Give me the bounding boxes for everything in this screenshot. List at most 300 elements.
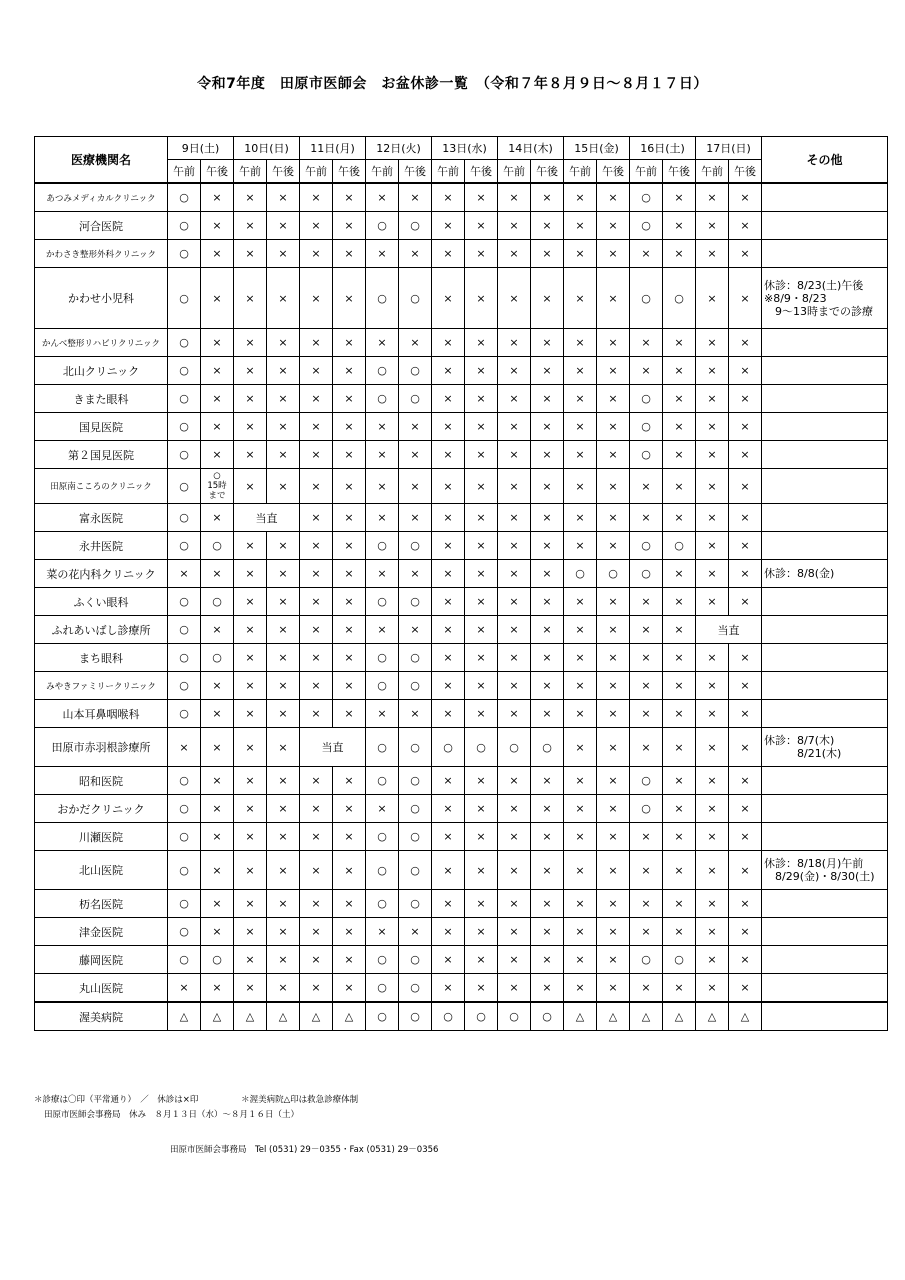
status-cell: ○ — [399, 946, 432, 974]
status-cell: × — [597, 728, 630, 767]
institution-name: みやきファミリークリニック — [35, 672, 168, 700]
status-cell: × — [729, 329, 762, 357]
status-cell: × — [564, 469, 597, 504]
pm-header: 午後 — [333, 160, 366, 184]
status-cell: ○ — [630, 532, 663, 560]
on-duty-cell: 当直 — [696, 616, 762, 644]
day-header: 16日(土) — [630, 137, 696, 160]
other-note — [762, 974, 888, 1003]
am-header: 午前 — [630, 160, 663, 184]
status-cell: × — [564, 700, 597, 728]
status-cell: × — [630, 728, 663, 767]
status-cell: ○ — [663, 532, 696, 560]
status-cell: × — [465, 329, 498, 357]
status-cell: × — [498, 851, 531, 890]
status-cell: × — [267, 644, 300, 672]
status-cell: × — [234, 357, 267, 385]
pm-header: 午後 — [465, 160, 498, 184]
table-row — [35, 974, 888, 1003]
column-header-institution: 医療機関名 — [35, 137, 168, 184]
status-cell: × — [267, 532, 300, 560]
status-cell: × — [729, 918, 762, 946]
institution-name: 田原南こころのクリニック — [35, 469, 168, 504]
status-cell: × — [696, 974, 729, 1003]
status-cell: × — [564, 672, 597, 700]
status-cell: × — [333, 918, 366, 946]
status-cell: × — [729, 212, 762, 240]
status-cell: × — [333, 700, 366, 728]
status-cell: × — [597, 532, 630, 560]
status-cell: × — [564, 851, 597, 890]
status-cell: × — [432, 795, 465, 823]
status-cell: × — [333, 823, 366, 851]
status-cell: × — [663, 183, 696, 212]
status-cell: × — [729, 700, 762, 728]
status-cell: ○ — [399, 1002, 432, 1031]
status-cell: × — [465, 560, 498, 588]
table-row — [35, 183, 888, 212]
institution-name: あつみメディカルクリニック — [35, 183, 168, 212]
status-cell: × — [234, 469, 267, 504]
status-cell: ○ — [366, 588, 399, 616]
status-cell: ○ — [201, 588, 234, 616]
other-note: 休診：8/18(月)午前 8/29(金)・8/30(土) — [762, 851, 888, 890]
status-cell: × — [498, 240, 531, 268]
status-cell: × — [234, 823, 267, 851]
status-cell: × — [729, 672, 762, 700]
status-cell: × — [531, 588, 564, 616]
table-row — [35, 212, 888, 240]
status-cell: × — [300, 672, 333, 700]
status-cell: × — [300, 268, 333, 329]
am-header: 午前 — [696, 160, 729, 184]
table-row — [35, 413, 888, 441]
status-cell: × — [201, 672, 234, 700]
status-cell: × — [729, 183, 762, 212]
pm-header: 午後 — [663, 160, 696, 184]
status-cell: × — [498, 974, 531, 1003]
status-cell: × — [399, 183, 432, 212]
status-cell: × — [432, 357, 465, 385]
status-cell: ○ — [366, 851, 399, 890]
status-cell: × — [201, 240, 234, 268]
day-header: 9日(土) — [168, 137, 234, 160]
status-cell: × — [201, 700, 234, 728]
status-cell: ○ — [366, 974, 399, 1003]
status-cell: × — [465, 890, 498, 918]
status-cell: × — [564, 268, 597, 329]
other-note — [762, 441, 888, 469]
institution-name: 北山クリニック — [35, 357, 168, 385]
am-header: 午前 — [234, 160, 267, 184]
status-cell: × — [333, 357, 366, 385]
status-cell: × — [333, 767, 366, 795]
on-duty-cell: 当直 — [300, 728, 366, 767]
status-cell: × — [201, 767, 234, 795]
status-cell: × — [630, 504, 663, 532]
status-cell: × — [300, 616, 333, 644]
status-cell: × — [696, 329, 729, 357]
status-cell: △ — [234, 1002, 267, 1031]
table-row — [35, 560, 888, 588]
status-cell: × — [366, 329, 399, 357]
status-cell: × — [663, 851, 696, 890]
status-cell: × — [234, 644, 267, 672]
status-cell: × — [663, 728, 696, 767]
status-cell: × — [663, 560, 696, 588]
status-cell: × — [531, 767, 564, 795]
status-cell: × — [267, 918, 300, 946]
status-cell: × — [366, 441, 399, 469]
status-cell: × — [663, 672, 696, 700]
status-cell: × — [729, 385, 762, 413]
institution-name: 丸山医院 — [35, 974, 168, 1003]
status-cell: × — [366, 560, 399, 588]
status-cell: × — [300, 532, 333, 560]
status-cell: × — [597, 823, 630, 851]
table-row — [35, 329, 888, 357]
status-cell: ○ — [630, 767, 663, 795]
status-cell: × — [432, 672, 465, 700]
status-cell: × — [630, 890, 663, 918]
status-cell: × — [399, 413, 432, 441]
status-cell: × — [432, 560, 465, 588]
status-cell: × — [465, 644, 498, 672]
status-cell: × — [531, 385, 564, 413]
status-cell: × — [630, 672, 663, 700]
other-note — [762, 918, 888, 946]
status-cell: ○ — [630, 212, 663, 240]
status-cell: × — [300, 183, 333, 212]
status-cell: × — [663, 644, 696, 672]
status-cell: × — [498, 946, 531, 974]
table-row — [35, 441, 888, 469]
status-cell: × — [498, 890, 531, 918]
am-header: 午前 — [564, 160, 597, 184]
status-cell: × — [696, 588, 729, 616]
status-cell: × — [432, 504, 465, 532]
status-cell: × — [432, 441, 465, 469]
status-cell: × — [729, 946, 762, 974]
status-cell: ○ — [366, 532, 399, 560]
status-cell: × — [201, 851, 234, 890]
status-cell: ○ — [432, 728, 465, 767]
status-cell: × — [201, 268, 234, 329]
status-cell: × — [366, 183, 399, 212]
status-cell: × — [465, 268, 498, 329]
other-note: 休診：8/7(木) 8/21(木) — [762, 728, 888, 767]
status-cell: △ — [663, 1002, 696, 1031]
status-cell: × — [729, 469, 762, 504]
table-row — [35, 268, 888, 329]
status-cell: × — [399, 616, 432, 644]
institution-name: 杤名医院 — [35, 890, 168, 918]
status-cell: × — [465, 918, 498, 946]
status-cell: ○ — [465, 1002, 498, 1031]
status-cell: ○ — [399, 212, 432, 240]
status-cell: ○ — [366, 767, 399, 795]
status-cell: × — [300, 890, 333, 918]
status-cell: × — [729, 767, 762, 795]
other-note — [762, 672, 888, 700]
status-cell: × — [564, 504, 597, 532]
other-note — [762, 329, 888, 357]
institution-name: 富永医院 — [35, 504, 168, 532]
status-cell: × — [663, 588, 696, 616]
status-cell: × — [465, 672, 498, 700]
status-cell: ○ — [168, 240, 201, 268]
status-cell: ○ — [498, 1002, 531, 1031]
status-cell: ○ — [366, 212, 399, 240]
status-cell: × — [696, 946, 729, 974]
status-cell: × — [729, 823, 762, 851]
status-cell: × — [630, 851, 663, 890]
status-cell: ○ — [366, 946, 399, 974]
status-cell: × — [267, 728, 300, 767]
status-cell: × — [696, 240, 729, 268]
status-cell: × — [597, 469, 630, 504]
contact-info: 田原市医師会事務局 Tel (0531) 29－0355・Fax (0531) 29－0356 — [170, 1145, 439, 1155]
status-cell: × — [333, 588, 366, 616]
institution-name: まち眼科 — [35, 644, 168, 672]
status-cell: × — [564, 357, 597, 385]
status-cell: × — [267, 212, 300, 240]
status-cell: × — [663, 918, 696, 946]
status-cell: × — [300, 385, 333, 413]
status-cell: ○ — [168, 644, 201, 672]
status-cell: × — [498, 385, 531, 413]
emergency-note: ＊渥美病院△印は救急診療体制 — [241, 1095, 359, 1105]
status-cell: ○ — [366, 823, 399, 851]
status-cell: × — [498, 413, 531, 441]
status-cell: × — [531, 672, 564, 700]
status-cell: ○ — [630, 413, 663, 441]
status-cell: ○ — [399, 385, 432, 413]
status-cell: × — [597, 767, 630, 795]
status-cell: × — [432, 183, 465, 212]
status-cell: × — [300, 588, 333, 616]
status-cell: × — [234, 890, 267, 918]
status-cell: × — [498, 441, 531, 469]
other-note — [762, 1002, 888, 1031]
table-row — [35, 890, 888, 918]
table-row — [35, 532, 888, 560]
status-cell: × — [498, 212, 531, 240]
status-cell: × — [531, 469, 564, 504]
status-cell: × — [234, 560, 267, 588]
status-cell: × — [234, 413, 267, 441]
status-cell: × — [696, 532, 729, 560]
status-cell: × — [696, 823, 729, 851]
status-cell: × — [201, 616, 234, 644]
status-cell: ○ — [168, 441, 201, 469]
status-cell: × — [663, 974, 696, 1003]
status-cell: × — [465, 767, 498, 795]
status-cell: × — [729, 504, 762, 532]
status-cell: ○ — [465, 728, 498, 767]
status-cell: ○ — [399, 728, 432, 767]
status-cell: × — [663, 385, 696, 413]
status-cell: × — [696, 672, 729, 700]
institution-name: 藤岡医院 — [35, 946, 168, 974]
institution-name: 山本耳鼻咽喉科 — [35, 700, 168, 728]
status-cell: × — [333, 946, 366, 974]
status-cell: × — [201, 212, 234, 240]
status-cell: × — [531, 560, 564, 588]
status-cell: × — [432, 890, 465, 918]
status-cell: × — [663, 767, 696, 795]
status-cell: × — [234, 851, 267, 890]
status-cell: × — [597, 212, 630, 240]
status-cell: ○ — [366, 1002, 399, 1031]
status-cell: ○ — [564, 560, 597, 588]
status-cell: × — [597, 851, 630, 890]
table-row — [35, 823, 888, 851]
status-cell: × — [300, 441, 333, 469]
status-cell: × — [696, 469, 729, 504]
status-cell: × — [531, 212, 564, 240]
status-cell: × — [267, 851, 300, 890]
status-cell: × — [498, 767, 531, 795]
status-cell: × — [234, 946, 267, 974]
institution-name: ふれあいばし診療所 — [35, 616, 168, 644]
status-cell: × — [267, 823, 300, 851]
table-row — [35, 946, 888, 974]
status-cell: × — [696, 700, 729, 728]
status-cell: × — [333, 441, 366, 469]
status-cell: × — [663, 504, 696, 532]
pm-header: 午後 — [267, 160, 300, 184]
table-row — [35, 588, 888, 616]
status-cell: × — [729, 851, 762, 890]
status-cell: × — [432, 946, 465, 974]
status-cell: × — [366, 469, 399, 504]
status-cell: × — [432, 329, 465, 357]
status-cell: × — [663, 212, 696, 240]
institution-name: 昭和医院 — [35, 767, 168, 795]
status-cell: × — [696, 268, 729, 329]
status-cell: × — [729, 974, 762, 1003]
status-cell: ○ — [168, 385, 201, 413]
status-cell: ○ — [168, 588, 201, 616]
status-cell: × — [333, 795, 366, 823]
status-cell: × — [300, 700, 333, 728]
status-cell: × — [234, 588, 267, 616]
status-cell: ○ — [168, 532, 201, 560]
status-cell: × — [267, 560, 300, 588]
status-cell: × — [432, 918, 465, 946]
status-cell: × — [333, 890, 366, 918]
status-cell: × — [201, 504, 234, 532]
status-cell: × — [564, 441, 597, 469]
status-cell: × — [201, 560, 234, 588]
table-row — [35, 469, 888, 504]
status-cell: × — [696, 441, 729, 469]
status-cell: × — [630, 644, 663, 672]
table-row — [35, 1002, 888, 1031]
holiday-schedule-table — [34, 136, 888, 1031]
status-cell: × — [234, 212, 267, 240]
status-cell: × — [729, 240, 762, 268]
status-cell: × — [597, 918, 630, 946]
status-cell: × — [234, 974, 267, 1003]
status-cell: × — [630, 700, 663, 728]
status-cell: ○ — [630, 946, 663, 974]
status-cell: × — [333, 183, 366, 212]
status-cell: ○ — [399, 767, 432, 795]
status-cell: × — [564, 329, 597, 357]
status-cell: × — [465, 357, 498, 385]
status-cell: ○ — [168, 268, 201, 329]
status-cell: ○ — [531, 728, 564, 767]
status-cell: ○ — [168, 413, 201, 441]
status-cell: × — [663, 413, 696, 441]
office-closed-note: 田原市医師会事務局 休み ８月１３日（水）～８月１６日（土） — [44, 1110, 300, 1120]
status-cell: ○ — [399, 823, 432, 851]
status-cell: × — [300, 212, 333, 240]
status-cell: × — [300, 413, 333, 441]
status-cell: △ — [597, 1002, 630, 1031]
status-cell: × — [630, 329, 663, 357]
status-cell: × — [300, 918, 333, 946]
status-cell: × — [564, 644, 597, 672]
table-row — [35, 644, 888, 672]
status-cell: × — [267, 974, 300, 1003]
status-cell: ○ — [168, 357, 201, 385]
status-cell: × — [663, 700, 696, 728]
status-cell: × — [234, 672, 267, 700]
other-note — [762, 469, 888, 504]
status-cell: × — [696, 504, 729, 532]
other-note — [762, 700, 888, 728]
status-cell: × — [432, 700, 465, 728]
status-cell: × — [234, 329, 267, 357]
status-cell: × — [465, 469, 498, 504]
status-cell: × — [498, 588, 531, 616]
status-cell: × — [267, 616, 300, 644]
status-cell: × — [201, 357, 234, 385]
status-cell: × — [630, 357, 663, 385]
status-cell: × — [432, 268, 465, 329]
status-cell: × — [465, 413, 498, 441]
other-note — [762, 946, 888, 974]
status-cell: × — [564, 767, 597, 795]
status-cell: × — [696, 918, 729, 946]
status-cell: × — [333, 851, 366, 890]
day-header: 10日(日) — [234, 137, 300, 160]
status-cell: × — [234, 767, 267, 795]
status-cell: × — [465, 212, 498, 240]
table-row — [35, 918, 888, 946]
status-cell: × — [333, 212, 366, 240]
other-note — [762, 795, 888, 823]
am-header: 午前 — [432, 160, 465, 184]
pm-header: 午後 — [531, 160, 564, 184]
status-cell: × — [696, 644, 729, 672]
institution-name: 北山医院 — [35, 851, 168, 890]
status-cell: × — [531, 183, 564, 212]
status-cell: × — [729, 728, 762, 767]
status-cell: × — [267, 946, 300, 974]
status-cell: × — [531, 918, 564, 946]
status-cell: × — [300, 240, 333, 268]
status-cell: ○ — [201, 532, 234, 560]
status-cell: △ — [630, 1002, 663, 1031]
status-cell: × — [597, 240, 630, 268]
other-note — [762, 240, 888, 268]
status-cell: × — [729, 890, 762, 918]
other-note — [762, 616, 888, 644]
